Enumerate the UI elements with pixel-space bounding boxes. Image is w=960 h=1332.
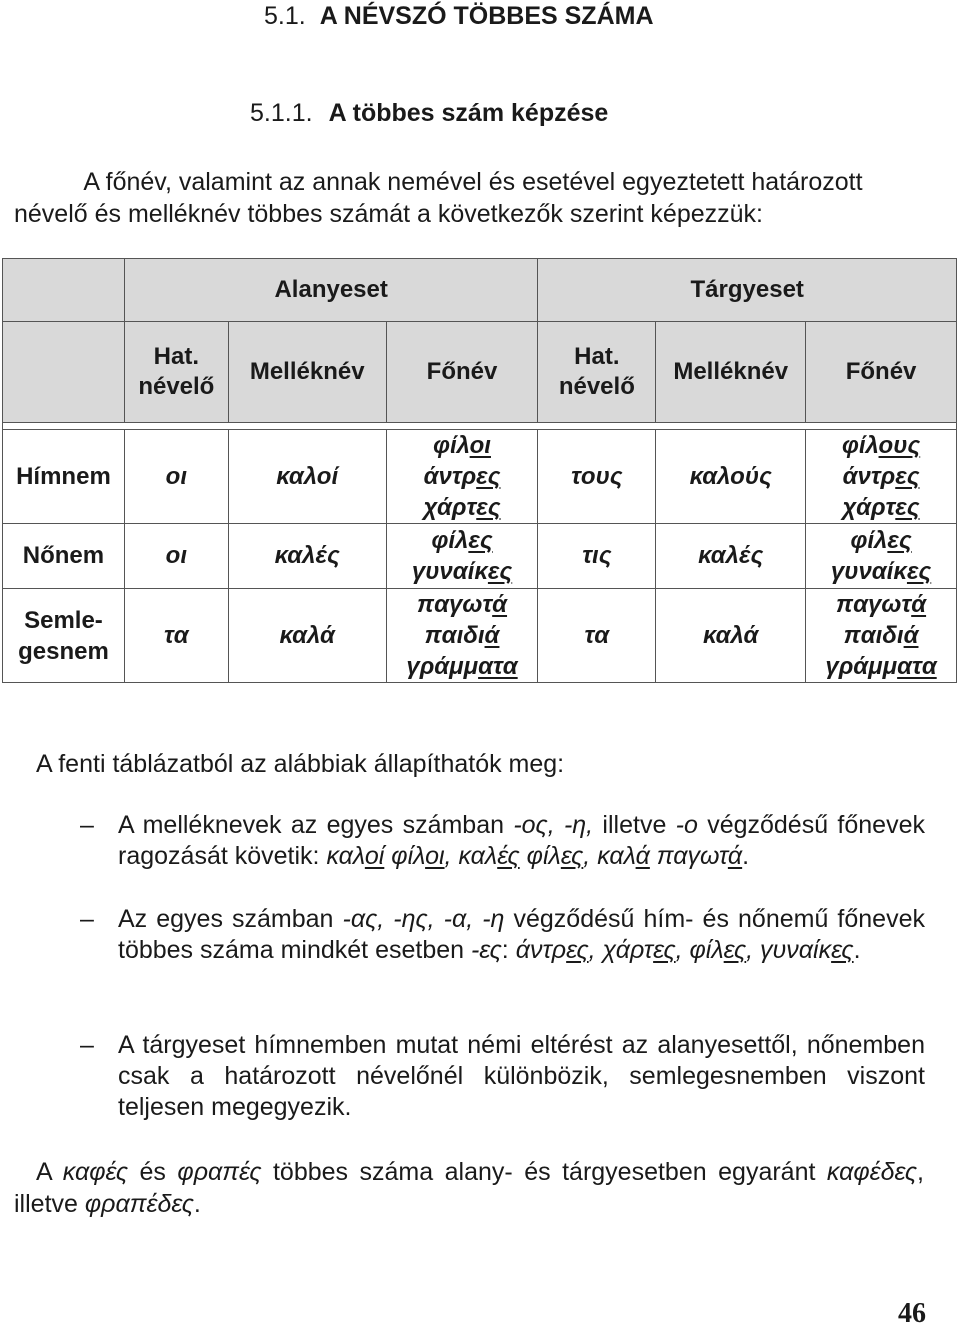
section-heading (264, 2, 654, 31)
list-text (118, 904, 925, 966)
noun-word: φίλοι (433, 432, 491, 459)
section-title: A NÉVSZÓ TÖBBES SZÁMA (319, 2, 654, 30)
article-acc: τα (538, 589, 656, 683)
row-label-line: Semle- (24, 606, 103, 634)
nouns-nom (386, 589, 538, 683)
intro-paragraph (14, 166, 932, 230)
noun-word: φίλες (850, 527, 912, 554)
row-label: Hímnem (3, 430, 125, 524)
noun-word: φίλους (841, 432, 921, 459)
nouns-acc (806, 430, 957, 524)
case-header-accusative: Tárgyeset (538, 259, 957, 322)
list-dash: – (80, 905, 94, 933)
greek-examples: καλοί φίλοι, καλές φίλες, καλά παγωτά (326, 842, 743, 870)
subsection-heading (250, 99, 608, 128)
noun-word: χάρτες (842, 494, 920, 521)
plural-table (2, 258, 957, 683)
nouns-nom (386, 524, 538, 589)
adjective-nom: καλά (228, 589, 386, 683)
list-dash: – (80, 1031, 94, 1059)
text-run: és (128, 1158, 178, 1186)
text-run: végződésű hím- és nőnemű főnevek többes száma mindkét esetben (118, 905, 925, 964)
article-nom: τα (124, 589, 228, 683)
greek-word: φραπές (177, 1158, 262, 1186)
text-run: : (501, 936, 516, 964)
nouns-acc (806, 524, 957, 589)
text-run: . (853, 936, 861, 964)
list-dash: – (80, 811, 94, 839)
subsection-number: 5.1.1. (250, 99, 313, 127)
col-header-article-acc: Hat. névelő (538, 322, 656, 423)
corner-cell-2 (3, 322, 125, 423)
conclusion-intro: A fenti táblázatból az alábbiak állapíthatók meg: (36, 750, 565, 778)
row-label-line: gesnem (18, 637, 109, 665)
table-row (3, 430, 957, 524)
subsection-title: A többes szám képzése (328, 99, 609, 127)
greek-ending: -ος, -η, (513, 811, 594, 839)
noun-word: γυναίκες (830, 558, 932, 585)
adjective-acc: καλές (656, 524, 806, 589)
noun-word: γυναίκες (411, 558, 513, 585)
greek-word: καφές (62, 1158, 129, 1186)
noun-word: χάρτες (423, 494, 501, 521)
noun-word: άντρες (842, 463, 920, 490)
text-run: . (193, 1190, 201, 1218)
greek-word: καφέδες (826, 1158, 918, 1186)
text-run: , illetve (14, 1158, 924, 1218)
text-run: többes száma alany- és tárgyesetben egyaránt (261, 1158, 827, 1186)
greek-ending: -ο (675, 811, 698, 839)
greek-examples: άντρες, χάρτες, φίλες, γυναίκες (515, 936, 854, 964)
article-acc: τους (538, 430, 656, 524)
noun-word: παιδιά (424, 622, 500, 649)
adjective-acc: καλά (656, 589, 806, 683)
section-number: 5.1. (264, 2, 306, 30)
row-label (3, 589, 125, 683)
noun-word: γράμματα (825, 653, 937, 680)
col-header-adjective-acc: Melléknév (656, 322, 806, 423)
noun-word: παγωτά (836, 591, 927, 618)
final-paragraph (14, 1156, 924, 1220)
noun-word: άντρες (423, 463, 501, 490)
noun-word: παιδιά (843, 622, 919, 649)
table-row (3, 524, 957, 589)
article-acc: τις (538, 524, 656, 589)
text-run: végződésű főnevek ragozását követik: (118, 811, 925, 870)
greek-ending: -ας, -ης, -α, -η (342, 905, 505, 933)
col-header-adjective-nom: Melléknév (228, 322, 386, 423)
list-text: A tárgyeset hímnemben mutat némi eltérést az alanyesettől, nőnemben csak a határozott névelőnél különbözik, semlegesnemben viszont teljesen megegyezik. (118, 1031, 925, 1121)
text-run: A melléknevek az egyes számban (118, 811, 514, 839)
text-run: . (742, 842, 750, 870)
nouns-acc (806, 589, 957, 683)
adjective-acc: καλούς (656, 430, 806, 524)
noun-word: παγωτά (417, 591, 508, 618)
adjective-nom: καλές (228, 524, 386, 589)
noun-word: γράμματα (406, 653, 518, 680)
noun-word: φίλες (431, 527, 493, 554)
corner-cell (3, 259, 125, 322)
text-run: A (36, 1158, 63, 1186)
col-header-article-nom: Hat. névelő (124, 322, 228, 423)
col-header-noun-nom: Főnév (386, 322, 538, 423)
intro-line-1: A főnév, valamint az annak nemével és esetével egyeztetett határozott (83, 168, 863, 196)
adjective-nom: καλοί (228, 430, 386, 524)
row-label: Nőnem (3, 524, 125, 589)
article-nom: οι (124, 524, 228, 589)
nouns-nom (386, 430, 538, 524)
list-item (80, 1030, 925, 1123)
list-item (80, 810, 925, 872)
text-run: Az egyes számban (118, 905, 343, 933)
case-header-nominative: Alanyeset (124, 259, 538, 322)
intro-line-2: névelő és melléknév többes számát a következők szerint képezzük: (14, 200, 763, 228)
article-nom: οι (124, 430, 228, 524)
greek-word: φραπέδες (84, 1190, 194, 1218)
col-header-noun-acc: Főnév (806, 322, 957, 423)
greek-ending: -ες (470, 936, 502, 964)
table-row (3, 589, 957, 683)
list-item (80, 904, 925, 966)
list-text (118, 810, 925, 872)
page-number: 46 (898, 1298, 926, 1329)
text-run: illetve (593, 811, 676, 839)
